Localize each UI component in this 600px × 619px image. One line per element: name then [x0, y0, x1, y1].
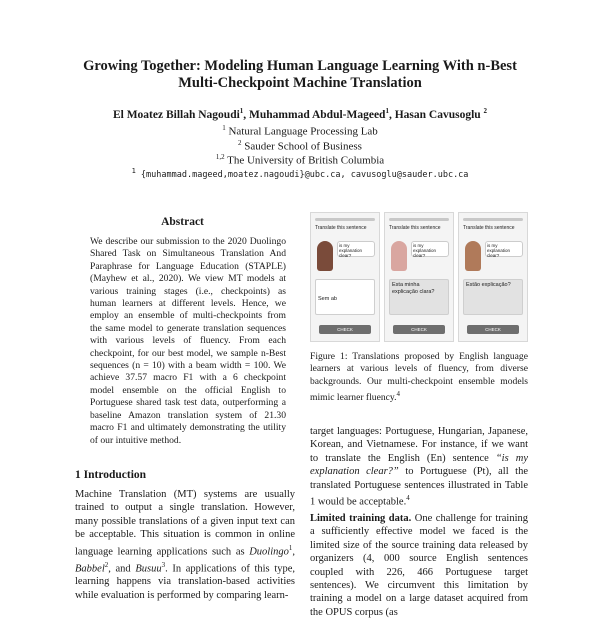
- avatar: [391, 241, 407, 271]
- abstract-text: We describe our submission to the 2020 Duolingo Shared Task on Simultaneous Translation And Paraphrase for Language Education (STAPLE) (Mayhew et al., 2020). We view MT models at various training stages (i.e., checkpoints) as human learners at different levels. Hence, we employ an ensemble of multi-checkpoints from the same model to generate translation sequences with various levels of fluency. From each checkpoint, for our best model, we sample n-Best sequences (n = 10) with a beam width = 100. We achieve 37.57 macro F1 with a 6 checkpoint model ensemble on the official English to Portuguese shared task test data, outperforming a baseline Amazon translation system of 21.30 macro F1 and ultimately demonstrating the utility of our intuitive method.: [90, 236, 286, 446]
- text-segment: One challenge for training a sufficiently effective model we faced is the limited size of the source training data released by organizers (4, 000 source English sentences coupled with 226, 466 Portuguese target sentences). We circumvent this limitation by training a model on a large dataset acquired from the OPUS corpus (as: [310, 512, 528, 618]
- affil-sup: 1: [222, 124, 226, 132]
- title-line-2: Multi-Checkpoint Machine Translation: [178, 75, 422, 91]
- affiliation: [40, 153, 560, 167]
- paragraph-heading: Limited training data.: [310, 512, 412, 524]
- author-name: El Moatez Billah Nagoudi: [112, 108, 240, 121]
- intro-segment: , and: [108, 563, 136, 575]
- footnote-ref[interactable]: 2: [104, 560, 109, 569]
- paragraph: [310, 512, 528, 619]
- babbel-link[interactable]: Babbel: [75, 563, 105, 575]
- answer-box[interactable]: [463, 279, 523, 315]
- email-text[interactable]: {muhammad.mageed,moatez.nagoudi}@ubc.ca, cavusoglu@sauder.ubc.ca: [140, 169, 469, 180]
- author-emails: [40, 167, 560, 180]
- answer-text: Esta minha explicação clara?: [392, 282, 435, 295]
- progress-bar: [315, 218, 375, 221]
- footnote-ref[interactable]: 1: [288, 543, 293, 552]
- avatar: [317, 241, 333, 271]
- check-button[interactable]: CHECK: [467, 325, 519, 334]
- panel-header: Translate this sentence: [315, 225, 367, 231]
- footnote-ref[interactable]: 3: [161, 560, 166, 569]
- right-column-text: [310, 425, 528, 619]
- progress-bar: [463, 218, 523, 221]
- speech-bubble: is my explanation clear?: [485, 241, 523, 257]
- email-sup: 1: [131, 167, 136, 175]
- affiliation: [40, 139, 560, 153]
- caption-text: Figure 1: Translations proposed by English language learners at various levels of fluency, from diverse backgrounds. Our multi-checkpoint ensemble models mimic learner fluency.: [310, 351, 528, 404]
- text-segment: to Portuguese (Pt), all the translated Portuguese sentences illustrated in Table 1 would be acceptable.: [310, 466, 528, 508]
- panel-header: Translate this sentence: [389, 225, 441, 231]
- answer-footer: Sem ab: [318, 296, 337, 302]
- abstract-heading: Abstract: [161, 216, 204, 228]
- check-button[interactable]: CHECK: [393, 325, 445, 334]
- check-button[interactable]: CHECK: [319, 325, 371, 334]
- duolingo-link[interactable]: Duolingo: [249, 546, 289, 558]
- footnote-ref[interactable]: 4: [406, 494, 410, 503]
- affil-text: Sauder School of Business: [244, 140, 362, 153]
- figure-1-screenshots: [310, 212, 528, 342]
- learner-panel: [310, 212, 380, 342]
- author-sup: 1: [239, 107, 244, 115]
- author-sup: 2: [483, 107, 488, 115]
- intro-segment: . In applications of this type, learning happens via translation-based activities while evaluation is performed by comparing learn-: [75, 563, 295, 601]
- paper-title: [40, 58, 560, 92]
- author-sup: 1: [385, 107, 389, 115]
- answer-box[interactable]: [389, 279, 449, 315]
- figure-caption: [310, 351, 528, 405]
- introduction-text: Machine Translation (MT) systems are usually trained to output a single translation. However, many possible translations of a given input text can be acceptable. This situation is common in online language learning applications such as Duolingo$^1$, Babbel$^2$, and Busuu$^3$. In applications of this type, learning happens via translation-based activities while evaluation is performed by comparing learn-: [75, 489, 295, 601]
- busuu-link[interactable]: Busuu: [135, 563, 162, 575]
- avatar: [465, 241, 481, 271]
- affil-sup: 1,2: [215, 153, 225, 161]
- text-segment: target languages: Portuguese, Hungarian, Japanese, Korean, and Vietnamese. For instance, if we want to translate the English (En) sentence: [310, 426, 528, 464]
- answer-text: Estão explicação?: [466, 282, 511, 288]
- speech-bubble: is my explanation clear?: [337, 241, 375, 257]
- progress-bar: [389, 218, 449, 221]
- paragraph: [310, 425, 528, 509]
- affil-sup: 2: [238, 139, 242, 147]
- learner-panel: [384, 212, 454, 342]
- speech-bubble: is my explanation clear?: [411, 241, 449, 257]
- affil-text: Natural Language Processing Lab: [228, 125, 378, 138]
- author-name: Hasan Cavusoglu: [394, 108, 481, 121]
- author-list: El Moatez Billah Nagoudi$^1$, Muhammad Abdul-Mageed$^1$, Hasan Cavusoglu $^2$: [112, 107, 488, 121]
- intro-segment: Machine Translation (MT) systems are usually trained to output a single translation. However, many possible translations of a given input text can be acceptable. This situation is common in online language learning applications such as: [75, 489, 295, 558]
- panel-header: Translate this sentence: [463, 225, 515, 231]
- author-name: Muhammad Abdul-Mageed: [249, 108, 386, 121]
- learner-panel: [458, 212, 528, 342]
- answer-box[interactable]: [315, 279, 375, 315]
- affil-text: The University of British Columbia: [227, 154, 385, 167]
- title-line-1: Growing Together: Modeling Human Language Learning With n-Best: [83, 58, 517, 74]
- example-sentence: “is my explanation clear?”: [310, 452, 528, 478]
- footnote-ref[interactable]: 4: [396, 390, 400, 399]
- affiliation: [40, 124, 560, 138]
- section-heading-introduction: 1 Introduction: [75, 469, 147, 481]
